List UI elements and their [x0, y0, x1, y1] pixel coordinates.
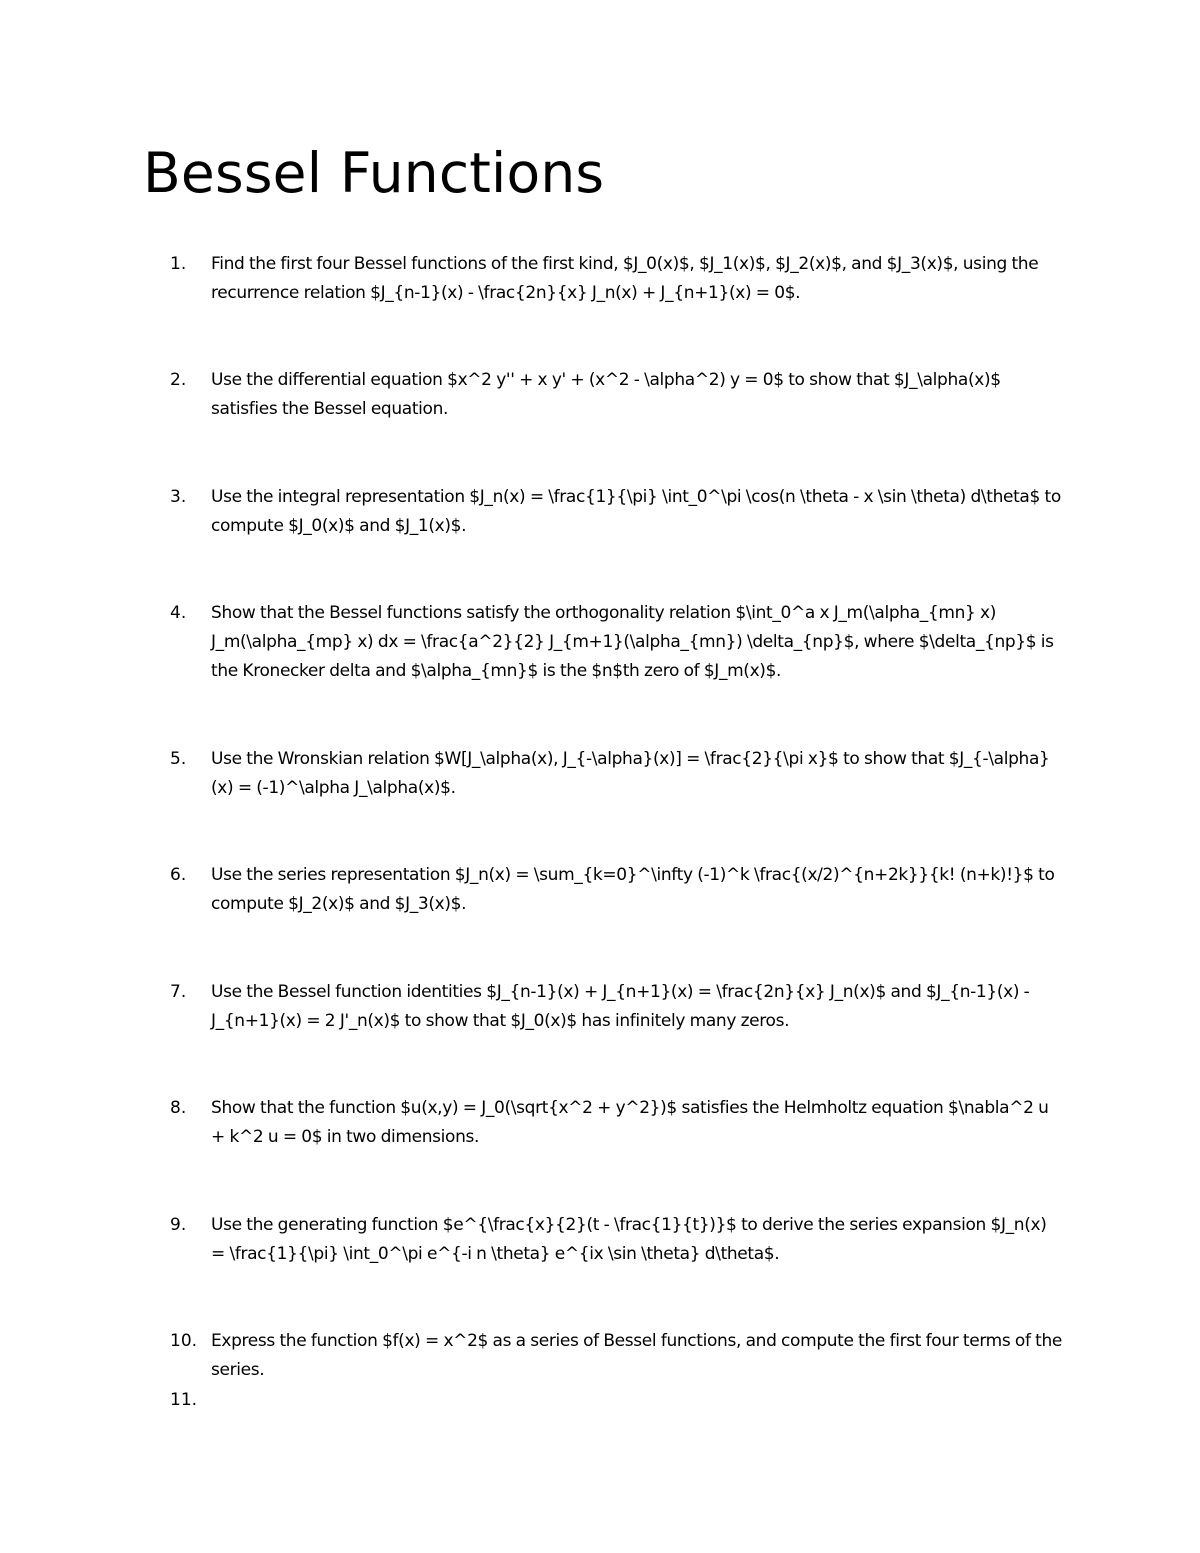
- list-item-number: 5.: [170, 749, 187, 769]
- list-item-text: Use the integral representation $J_n(x) = \frac{1}{\pi} \int_0^\pi \cos(n \theta - x \sin \theta) d\theta$ to compute $J_0(x)$ and $J_1(x)$.: [211, 487, 1061, 536]
- list-item-text: Use the differential equation $x^2 y'' + x y' + (x^2 - \alpha^2) y = 0$ to show that $J_\alpha(x)$ satisfies the Bessel equation.: [211, 370, 1001, 419]
- list-item-text: Use the Bessel function identities $J_{n-1}(x) + J_{n+1}(x) = \frac{2n}{x} J_n(x)$ and $J_{n-1}(x) - J_{n+1}(x) = 2 J'_n(x)$ to show that $J_0(x)$ has infinitely many zeros.: [211, 982, 1030, 1031]
- list-item-number: 1.: [170, 254, 187, 274]
- list-item-number: 7.: [170, 982, 187, 1002]
- list-item-text: Use the Wronskian relation $W[J_\alpha(x), J_{-\alpha}(x)] = \frac{2}{\pi x}$ to show that $J_{-\alpha}(x) = (-1)^\alpha J_\alpha(x)$.: [211, 749, 1050, 798]
- list-item-number: 6.: [170, 865, 187, 885]
- list-item-number: 9.: [170, 1215, 187, 1235]
- list-item-text: Show that the Bessel functions satisfy the orthogonality relation $\int_0^a x J_m(\alpha_{mn} x) J_m(\alpha_{mp} x) dx = \frac{a^2}{2} J_{m+1}(\alpha_{mn}) \delta_{np}$, where $\delta_{np}$ is the Kronecker delta and $\alpha_{mn}$ is the $n$th zero of $J_m(x)$.: [211, 603, 1054, 681]
- list-item-text: Use the generating function $e^{\frac{x}{2}(t - \frac{1}{t})}$ to derive the series expansion $J_n(x) = \frac{1}{\pi} \int_0^\pi e^{-i n \theta} e^{ix \sin \theta} d\theta$.: [211, 1215, 1047, 1264]
- list-item-number: 4.: [170, 603, 187, 623]
- list-item-text: Use the series representation $J_n(x) = \sum_{k=0}^\infty (-1)^k \frac{(x/2)^{n+2k}}{k! (n+k)!}$ to compute $J_2(x)$ and $J_3(x)$.: [211, 865, 1055, 914]
- list-item-number: 8.: [170, 1098, 187, 1118]
- list-item-text: Show that the function $u(x,y) = J_0(\sqrt{x^2 + y^2})$ satisfies the Helmholtz equation $\nabla^2 u + k^2 u = 0$ in two dimensions.: [211, 1098, 1049, 1147]
- list-item-number: 3.: [170, 487, 187, 507]
- list-item-text: Find the first four Bessel functions of the first kind, $J_0(x)$, $J_1(x)$, $J_2(x)$, and $J_3(x)$, using the recurrence relation $J_{n-1}(x) - \frac{2n}{x} J_n(x) + J_{n+1}(x) = 0$.: [211, 254, 1039, 303]
- list-item-text: Express the function $f(x) = x^2$ as a series of Bessel functions, and compute the first four terms of the series.: [211, 1331, 1063, 1380]
- list-item-number: 10.: [170, 1331, 198, 1351]
- list-item-number: 2.: [170, 370, 187, 390]
- list-item-number: 11.: [170, 1390, 198, 1410]
- document-title: Bessel Functions: [143, 141, 605, 205]
